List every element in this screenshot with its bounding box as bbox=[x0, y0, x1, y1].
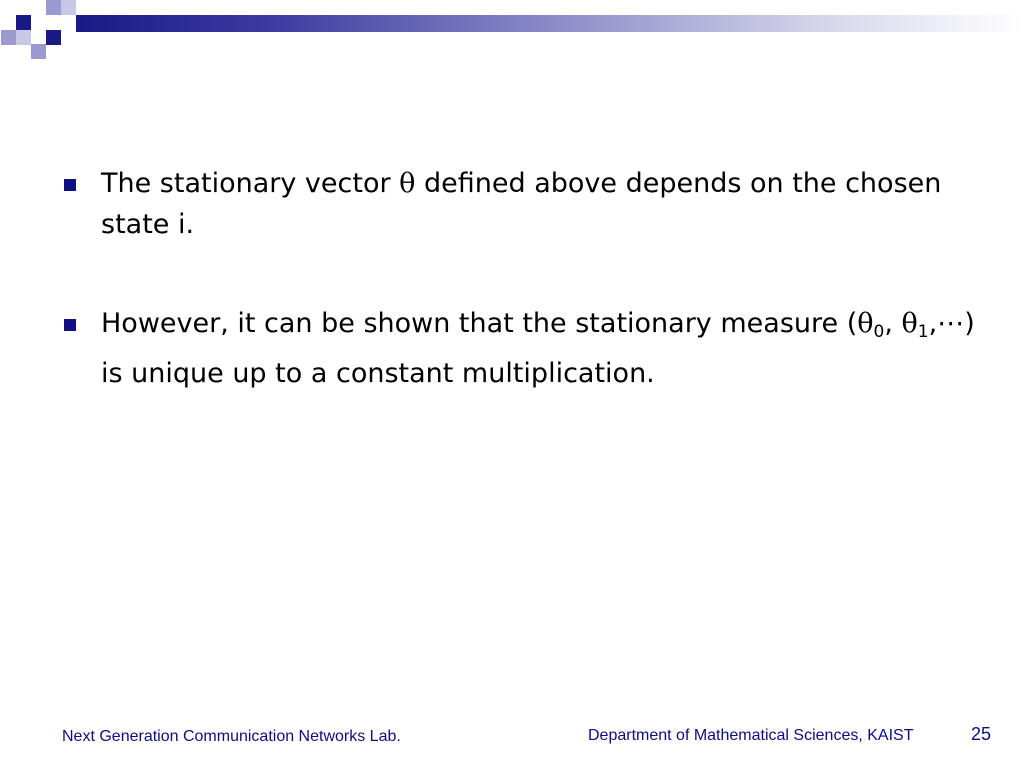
header-square-dark bbox=[16, 15, 31, 30]
header-square-light bbox=[1, 30, 16, 45]
page-number: 25 bbox=[971, 724, 992, 744]
theta-symbol: θ bbox=[399, 168, 416, 199]
header-gradient-band bbox=[76, 15, 1024, 32]
header-square-light bbox=[31, 44, 46, 59]
theta-symbol: θ bbox=[901, 308, 918, 339]
bullet-item bbox=[62, 303, 982, 394]
header-square-light bbox=[61, 0, 76, 15]
bullet-list bbox=[62, 163, 982, 394]
bullet-item bbox=[62, 163, 982, 245]
bullet-text: The stationary vector θ defined above depends on the chosen state i. bbox=[101, 168, 942, 240]
square-bullet-icon bbox=[64, 319, 76, 331]
square-bullet-icon bbox=[64, 179, 76, 191]
footer-department: Department of Mathematical Sciences, KAIST bbox=[588, 727, 914, 744]
header-square-light bbox=[46, 0, 61, 15]
subscript: 1 bbox=[917, 322, 929, 342]
bullet-text: However, it can be shown that the stationary measure ($\theta_0$, $\theta_1,\cdots$) is unique up to a constant multiplication. bbox=[101, 308, 975, 389]
footer-lab-name: Next Generation Communication Networks Lab. bbox=[62, 728, 401, 745]
subscript: 0 bbox=[873, 322, 885, 342]
header-square-light bbox=[16, 30, 31, 45]
header-square-dark bbox=[46, 30, 61, 45]
theta-symbol: θ bbox=[857, 308, 874, 339]
ellipsis: ,⋯ bbox=[928, 308, 965, 339]
